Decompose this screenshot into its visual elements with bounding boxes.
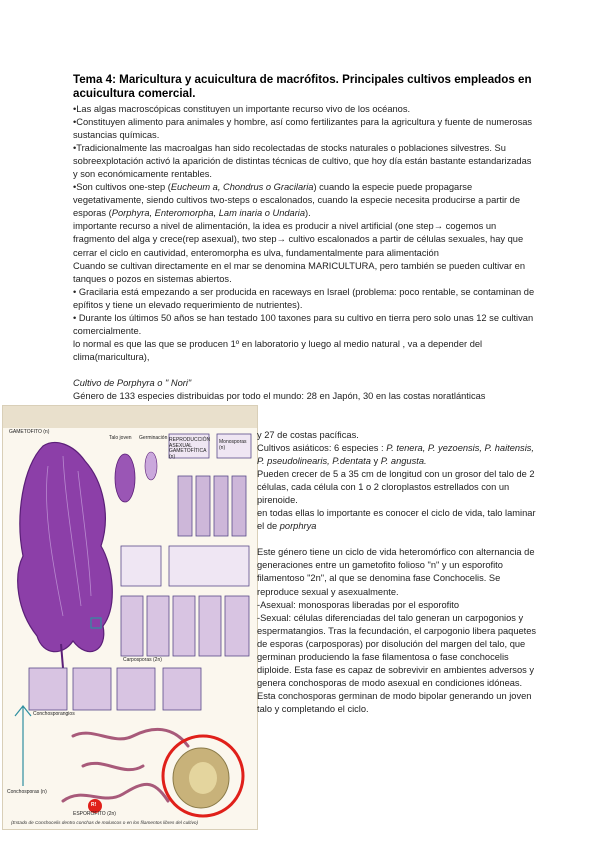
young-thallus [115, 454, 135, 502]
section-title: Cultivo de Porphyra o " Nori" [73, 377, 192, 388]
label-germination: Germinación [139, 435, 168, 441]
right-column-text [257, 429, 537, 716]
label-monospores: Monosporas (n) [219, 439, 247, 451]
text-run: ) cuando la especie puede propagarse vegetativamente, siendo cultivos two-steps o escalonados, cuando la especie necesita producirse a partir de esporas ( [73, 182, 521, 219]
label-sporophyte: ESPOROFITO (2n) [73, 811, 116, 817]
box-zygote [169, 546, 249, 586]
paragraph: -Sexual: células diferenciadas del talo generan un carpogonios y espermatangios. Tras la fecundación, el carpogonio libera paquetes de esporas (carposporas) por disolución del margen del talo, que germinan produciendo la fase filamentosa o fase conchocelis diploide. Esta fase es capaz de sobrevivir en ambientes adversos y genera conchosporas de modo asexual en condiciones idóneas. Esta conchosporas germinan de modo bipolar generando un joven talo y completando el ciclo. [257, 612, 537, 714]
label-asexual-repro: REPRODUCCIÓN ASEXUAL GAMETOFÍTICA (n) [169, 437, 211, 460]
conchocelis-filaments [63, 729, 188, 801]
paragraph-asian-species [257, 442, 537, 468]
text-run: en todas ellas lo importante es conocer el ciclo de vida, talo laminar el de [257, 508, 536, 532]
carpospore-boxes [121, 596, 249, 656]
paragraph: lo normal es que las que se producen 1º en laboratorio y luego al medio natural , va a depender del clima(maricultura), [73, 338, 483, 362]
cell-columns [178, 476, 246, 536]
text-run: Cultivos asiáticos: 6 especies : [257, 443, 387, 454]
species-list: Porphyra, Enteromorpha, Lam inaria o Undaria [111, 208, 306, 219]
paragraph: •Constituyen alimento para animales y hombre, así como fertilizantes para la agricultura y fuente de numerosas sustancias químicas. [73, 117, 533, 141]
paragraph: • Gracilaria está empezando a ser producida en raceways en Israel (problema: poco rentable, se contaminan de epífitos y tiene un elevado requerimiento de nutrientes). [73, 286, 535, 310]
cycle-arrow [15, 706, 31, 786]
page-title: Tema 4: Maricultura y acuicultura de macrófitos. Principales cultivos empleados en acuicultura comercial. [73, 73, 532, 100]
label-conchospores: Conchosporas (n) [7, 789, 47, 795]
paragraph: •Las algas macroscópicas constituyen un importante recurso vivo de los océanos. [73, 104, 411, 114]
text-run: y [370, 456, 381, 467]
paragraph: importante recurso a nivel de alimentación, la idea es producir a nivel artificial (one step→ cogemos un fragmento del alga y crece(rep asexual), two step→ cultivo escalonados a partir de células sexuales, hay que cerrar el ciclo en cautividad, enteromorpha es ulva, fundamentalmente para alimentación [73, 221, 524, 258]
gametophyte-thallus [18, 442, 113, 651]
figure-footnote: (Estado de Conchocelis dentro conchas de moluscos o en los filamentos libres del cultivo) [11, 820, 199, 825]
body-text [73, 103, 535, 403]
figure-header-band [3, 406, 257, 428]
paragraph: •Tradicionalmente las macroalgas han sido recolectadas de stocks naturales o poblaciones silvestres. Su sobreexplotación activó la aparición de distintas técnicas de cultivo, que hoy día están bastante estandarizadas y son económicamente rentables. [73, 143, 532, 180]
paragraph: Este género tiene un ciclo de vida heteromórfico con alternancia de generaciones entre un gametofito folioso "n" y un esporofito filamentoso "2n", al que se denomina fase Conchocelis. Se reproduce sexual y asexualmente. [257, 547, 535, 597]
species-list: P. tenera, P. yezoensis, P. haitensis, P. pseudolinearis, P.dentata [257, 443, 535, 467]
species-list: Eucheum a, Chondrus o Gracilaria [170, 182, 314, 193]
genus-name: porphrya [279, 521, 317, 532]
paragraph: -Asexual: monosporas liberadas por el esporofito [257, 599, 460, 610]
text-run: ). [305, 208, 311, 219]
germination-stage [145, 452, 157, 480]
paragraph: y 27 de costas pacíficas. [257, 430, 359, 440]
paragraph: Cuando se cultivan directamente en el mar se denomina MARICULTURA, pero también se pueden cultivar en tanques o pozos en sistemas abiertos. [73, 260, 525, 284]
species-list: P. angusta. [380, 456, 427, 467]
paragraph: Género de 133 especies distribuidas por todo el mundo: 28 en Japón, 30 en las costas noratlánticas [73, 390, 486, 401]
box-fecundation [121, 546, 161, 586]
label-young-thallus: Talo joven [109, 435, 132, 441]
conchosporangia-boxes [29, 668, 201, 710]
label-conchosporangia: Conchosporangios [33, 711, 75, 717]
paragraph-life-cycle [257, 507, 537, 533]
label-gametophyte: GAMETOFITO (n) [9, 429, 50, 435]
paragraph: • Durante los últimos 50 años se han testado 100 taxones para su cultivo en tierra pero solo unas 12 se cultivan comercialmente. [73, 312, 534, 336]
paragraph: Pueden crecer de 5 a 35 cm de longitud con un grosor del talo de 2 células, cada célula con 1 o 2 cloroplastos estrellados con un pirenoide. [257, 469, 535, 506]
label-meiosis: R! [91, 802, 97, 808]
shell-inner [189, 762, 217, 794]
text-run: •Son cultivos one-step ( [73, 182, 171, 193]
porphyra-life-cycle-figure [2, 405, 258, 830]
paragraph-one-step [73, 181, 535, 220]
life-cycle-diagram [3, 406, 257, 829]
label-carpospores: Carposporas (2n) [123, 657, 162, 663]
